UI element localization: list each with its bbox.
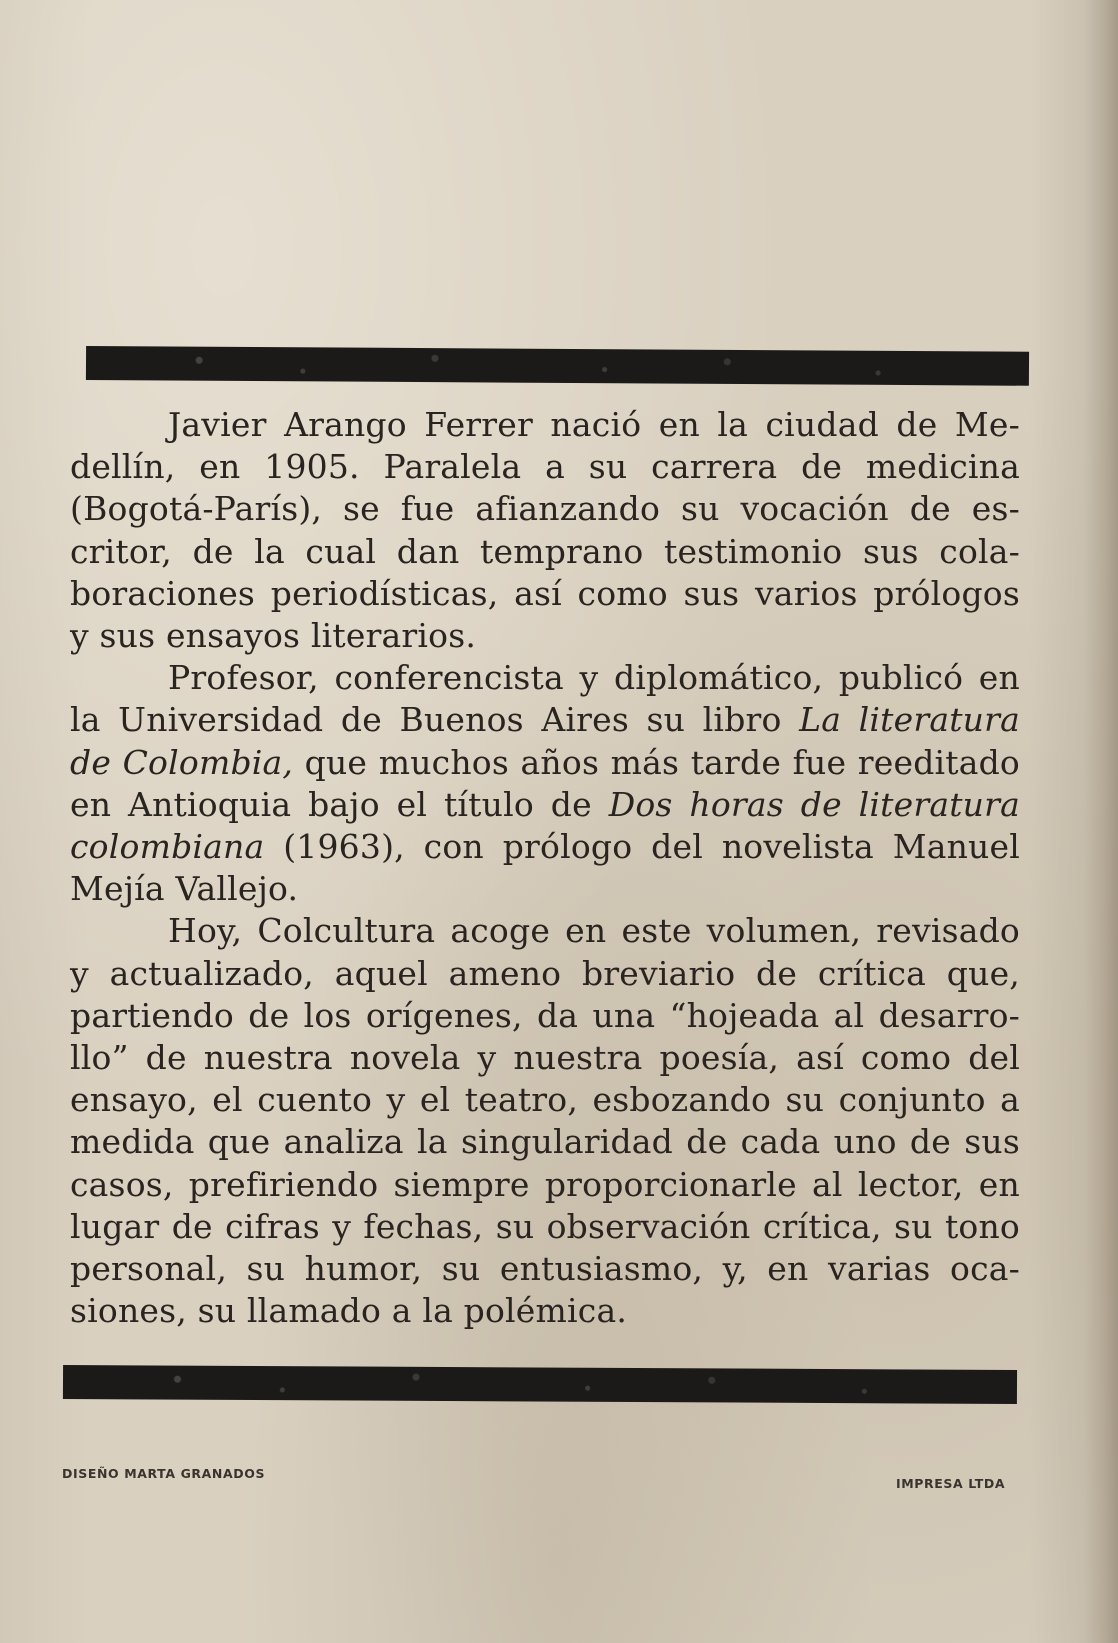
text-line: lugar de cifras y fechas, su observación crítica, su tono	[70, 1206, 1020, 1246]
text-line: personal, su humor, su entusiasmo, y, en varias oca-	[70, 1249, 1020, 1289]
text-line: casos, prefiriendo siempre proporcionarle al lector, en	[70, 1164, 1020, 1204]
book-title-italic: de Colombia,	[70, 742, 294, 782]
text-line: medida que analiza la singularidad de cada uno de sus	[70, 1122, 1020, 1162]
text-line	[70, 826, 1020, 868]
text-line: Hoy, Colcultura acoge en este volumen, revisado	[168, 911, 1020, 951]
paragraph-2	[70, 657, 1020, 910]
text-line	[70, 742, 1020, 784]
text-line	[70, 699, 1020, 741]
design-credit: DISEÑO MARTA GRANADOS	[62, 1466, 266, 1481]
bottom-black-rule	[63, 1365, 1017, 1404]
text-line: Mejía Vallejo.	[70, 869, 299, 909]
book-title-italic: La literatura	[799, 700, 1020, 740]
author-bio-text	[70, 404, 1020, 1332]
text-line: boraciones periodísticas, así como sus varios prólogos	[70, 573, 1020, 613]
text-line: y sus ensayos literarios.	[70, 616, 477, 656]
text-line: critor, de la cual dan temprano testimonio sus cola-	[70, 531, 1020, 571]
paragraph-1	[70, 404, 1020, 657]
text-line: Profesor, conferencista y diplomático, publicó en	[168, 658, 1020, 698]
text-fragment: (1963), con prólogo del novelista Manuel	[283, 827, 1020, 867]
top-black-rule	[86, 346, 1029, 386]
text-fragment: la Universidad de Buenos Aires su libro	[70, 700, 782, 740]
text-line: llo” de nuestra novela y nuestra poesía, así como del	[70, 1038, 1020, 1078]
page-edge-shadow	[1084, 0, 1118, 1643]
text-line: ensayo, el cuento y el teatro, esbozando su conjunto a	[70, 1080, 1020, 1120]
book-title-italic: colombiana	[70, 827, 265, 867]
text-line: (Bogotá-París), se fue afianzando su vocación de es-	[70, 489, 1020, 529]
text-line: siones, su llamado a la polémica.	[70, 1291, 628, 1331]
text-line: dellín, en 1905. Paralela a su carrera de medicina	[70, 447, 1020, 487]
printer-credit: IMPRESA LTDA	[896, 1476, 1006, 1491]
text-line	[70, 784, 1020, 826]
text-line: Javier Arango Ferrer nació en la ciudad de Me-	[168, 405, 1020, 444]
text-fragment: que muchos años más tarde fue reeditado	[304, 742, 1020, 782]
text-line: partiendo de los orígenes, da una “hojeada al desarro-	[70, 995, 1020, 1035]
text-fragment: en Antioquia bajo el título de	[70, 784, 592, 824]
text-line: y actualizado, aquel ameno breviario de crítica que,	[70, 953, 1020, 993]
book-title-italic: Dos horas de literatura	[608, 784, 1020, 824]
paragraph-3	[70, 910, 1020, 1332]
